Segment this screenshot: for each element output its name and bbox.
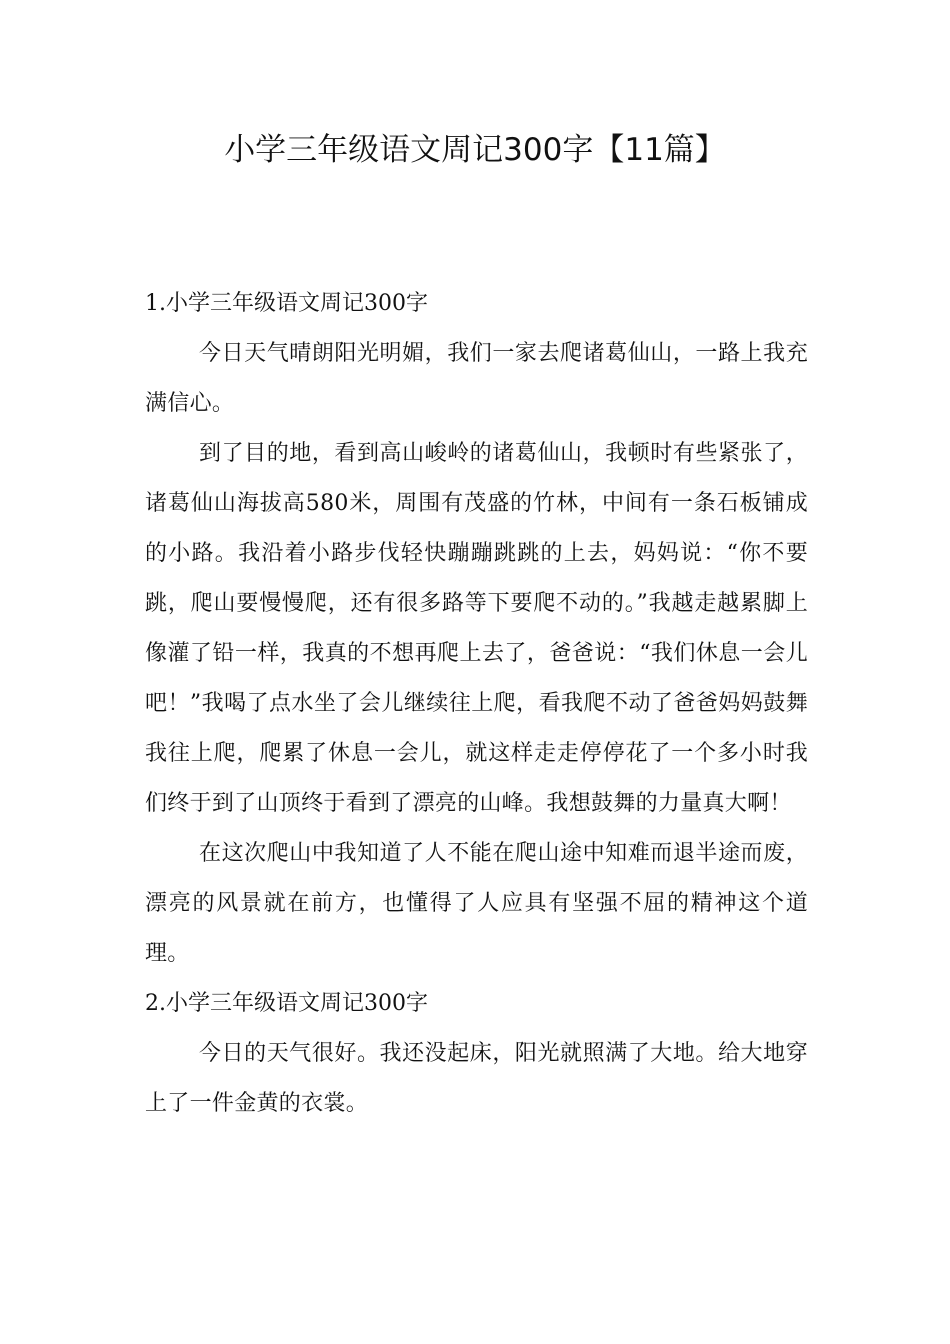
section-heading: 2.小学三年级语文周记300字 <box>145 991 428 1016</box>
paragraph: 今日的天气很好。我还没起床，阳光就照满了大地。给大地穿上了一件金黄的衣裳。 <box>145 1041 808 1116</box>
section-2 <box>145 979 808 1129</box>
document-body <box>145 279 808 1129</box>
document-title: 小学三年级语文周记300字【11篇】 <box>224 132 726 168</box>
section-heading: 1.小学三年级语文周记300字 <box>145 291 428 316</box>
paragraph: 在这次爬山中我知道了人不能在爬山途中知难而退半途而废，漂亮的风景就在前方，也懂得了人应具有坚强不屈的精神这个道理。 <box>145 841 808 966</box>
paragraph: 今日天气晴朗阳光明媚，我们一家去爬诸葛仙山，一路上我充满信心。 <box>145 341 808 416</box>
paragraph: 到了目的地，看到高山峻岭的诸葛仙山，我顿时有些紧张了，诸葛仙山海拔高580米，周围有茂盛的竹林，中间有一条石板铺成的小路。我沿着小路步伐轻快蹦蹦跳跳的上去，妈妈说：“你不要跳，爬山要慢慢爬，还有很多路等下要爬不动的。”我越走越累脚上像灌了铅一样，我真的不想再爬上去了，爸爸说：“我们休息一会儿吧！”我喝了点水坐了会儿继续往上爬，看我爬不动了爸爸妈妈鼓舞我往上爬，爬累了休息一会儿，就这样走走停停花了一个多小时我们终于到了山顶终于看到了漂亮的山峰。我想鼓舞的力量真大啊！ <box>145 441 808 816</box>
section-1 <box>145 279 808 979</box>
